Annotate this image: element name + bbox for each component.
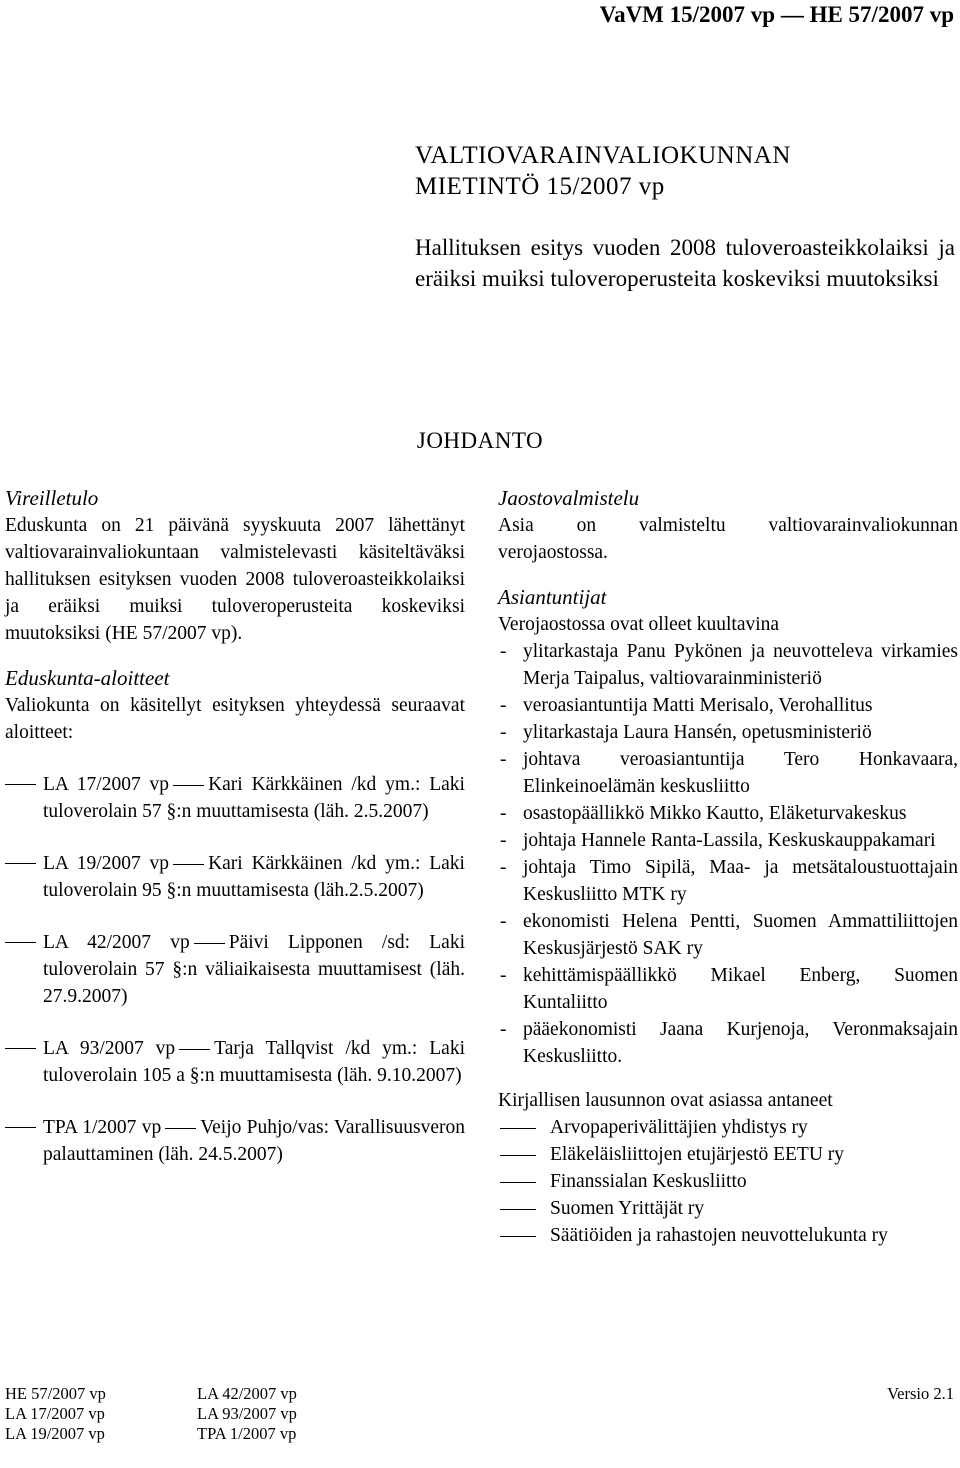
initiative-item	[5, 1035, 465, 1089]
dash-mark	[500, 1155, 536, 1156]
footer-references-1	[5, 1384, 106, 1444]
expert-item: - johtaja Timo Sipilä, Maa- ja metsätaloustuottajain Keskusliitto MTK ry	[498, 854, 958, 908]
dash-mark	[173, 864, 204, 865]
version-label: Versio 2.1	[887, 1384, 954, 1403]
running-header: VaVM 15/2007 vp — HE 57/2007 vp	[599, 2, 954, 27]
expert-item: - ylitarkastaja Laura Hansén, opetusministeriö	[498, 719, 958, 746]
title-line-1: VALTIOVARAINVALIOKUNNAN	[415, 142, 791, 169]
statement-item	[498, 1222, 958, 1249]
statement-text: Eläkeläisliittojen etujärjestö EETU ry	[550, 1144, 845, 1165]
footer-ref: LA 17/2007 vp	[5, 1404, 105, 1423]
initiative-id: LA 19/2007 vp	[43, 853, 170, 874]
expert-item: - kehittämispäällikkö Mikael Enberg, Suomen Kuntaliitto	[498, 962, 958, 1016]
expert-item: - veroasiantuntija Matti Merisalo, Verohallitus	[498, 692, 958, 719]
initiative-text: Kari Kärkkäinen /kd ym.: Laki tuloverolain 57 §:n muuttamisesta (läh. 2.5.2007)	[43, 774, 465, 822]
initiative-text: Tarja Tallqvist /kd ym.: Laki tuloverolain 105 a §:n muuttamisesta (läh. 9.10.2007)	[43, 1038, 465, 1086]
vireilletulo-text: Eduskunta on 21 päivänä syyskuuta 2007 lähettänyt valtiovarainvaliokuntaan valmistelevasti käsiteltäväksi hallituksen esityksen vuoden 2008 tuloveroasteikkolaiksi ja eräiksi muiksi tuloveroperusteita koskeviksi muutoksiksi (HE 57/2007 vp).	[5, 515, 465, 644]
dash-mark	[5, 1127, 36, 1128]
statement-item	[498, 1195, 958, 1222]
statement-item	[498, 1114, 958, 1141]
dash-mark	[165, 1128, 196, 1129]
statement-text: Arvopaperivälittäjien yhdistys ry	[550, 1117, 808, 1138]
dash-mark	[500, 1209, 536, 1210]
expert-item: - pääekonomisti Jaana Kurjenoja, Veronmaksajain Keskusliitto.	[498, 1016, 958, 1070]
right-column	[498, 484, 958, 1249]
document-subtitle: Hallituksen esitys vuoden 2008 tuloveroasteikkolaiksi ja eräiksi muiksi tuloveroperusteita koskeviksi muutoksiksi	[415, 235, 955, 291]
dash-mark	[5, 863, 36, 864]
document-title	[415, 140, 955, 202]
vireilletulo-heading: Vireilletulo	[5, 486, 99, 510]
initiative-id: LA 42/2007 vp	[43, 932, 190, 953]
initiative-item	[5, 771, 465, 825]
footer-references-2	[197, 1384, 297, 1444]
footer-ref: HE 57/2007 vp	[5, 1384, 106, 1403]
dash-mark	[5, 942, 36, 943]
footer-ref: LA 19/2007 vp	[5, 1424, 105, 1443]
footer-ref: TPA 1/2007 vp	[197, 1424, 297, 1443]
expert-item: - johtaja Hannele Ranta-Lassila, Keskuskauppakamari	[498, 827, 958, 854]
dash-mark	[500, 1128, 536, 1129]
initiative-text: Veijo Puhjo/vas: Varallisuusveron palauttaminen (läh. 24.5.2007)	[43, 1117, 465, 1165]
asiantuntijat-intro: Verojaostossa ovat olleet kuultavina	[498, 614, 780, 635]
statement-text: Säätiöiden ja rahastojen neuvottelukunta ry	[550, 1225, 888, 1246]
left-column	[5, 484, 465, 1168]
title-line-2: MIETINTÖ 15/2007 vp	[415, 173, 665, 200]
footer-ref: LA 42/2007 vp	[197, 1384, 297, 1403]
statement-text: Finanssialan Keskusliitto	[550, 1171, 747, 1192]
expert-item: - ylitarkastaja Panu Pykönen ja neuvotteleva virkamies Merja Taipalus, valtiovarainministeriö	[498, 638, 958, 692]
initiative-item	[5, 1114, 465, 1168]
dash-mark	[500, 1236, 536, 1237]
initiative-item	[5, 850, 465, 904]
aloitteet-intro: Valiokunta on käsitellyt esityksen yhteydessä seuraavat aloitteet:	[5, 695, 465, 743]
section-heading: JOHDANTO	[416, 428, 544, 453]
expert-item: - osastopäällikkö Mikko Kautto, Eläketurvakeskus	[498, 800, 958, 827]
dash-mark	[194, 943, 225, 944]
expert-list	[498, 638, 958, 1070]
initiative-text: Päivi Lipponen /sd: Laki tuloverolain 57 §:n väliaikaisesta muuttamisest (läh. 27.9.2007)	[43, 932, 465, 1007]
initiative-id: LA 17/2007 vp	[43, 774, 170, 795]
statement-list	[498, 1114, 958, 1249]
aloitteet-heading: Eduskunta-aloitteet	[5, 666, 170, 690]
initiative-text: Kari Kärkkäinen /kd ym.: Laki tuloverolain 95 §:n muuttamisesta (läh.2.5.2007)	[43, 853, 465, 901]
expert-item: - johtava veroasiantuntija Tero Honkavaara, Elinkeinoelämän keskusliitto	[498, 746, 958, 800]
lausunnot-intro: Kirjallisen lausunnon ovat asiassa antaneet	[498, 1090, 833, 1111]
jaostovalmistelu-heading: Jaostovalmistelu	[498, 486, 640, 510]
dash-mark	[179, 1049, 210, 1050]
initiative-id: LA 93/2007 vp	[43, 1038, 176, 1059]
dash-mark	[5, 1048, 36, 1049]
initiative-list	[5, 771, 465, 1168]
initiative-id: TPA 1/2007 vp	[43, 1117, 162, 1138]
footer-ref: LA 93/2007 vp	[197, 1404, 297, 1423]
dash-mark	[173, 785, 204, 786]
dash-mark	[500, 1182, 536, 1183]
expert-item: - ekonomisti Helena Pentti, Suomen Ammattiliittojen Keskusjärjestö SAK ry	[498, 908, 958, 962]
dash-mark	[5, 784, 36, 785]
asiantuntijat-heading: Asiantuntijat	[498, 585, 607, 609]
initiative-item	[5, 929, 465, 1010]
statement-text: Suomen Yrittäjät ry	[550, 1198, 705, 1219]
jaostovalmistelu-text: Asia on valmisteltu valtiovarainvaliokunnan verojaostossa.	[498, 515, 958, 563]
statement-item	[498, 1141, 958, 1168]
statement-item	[498, 1168, 958, 1195]
